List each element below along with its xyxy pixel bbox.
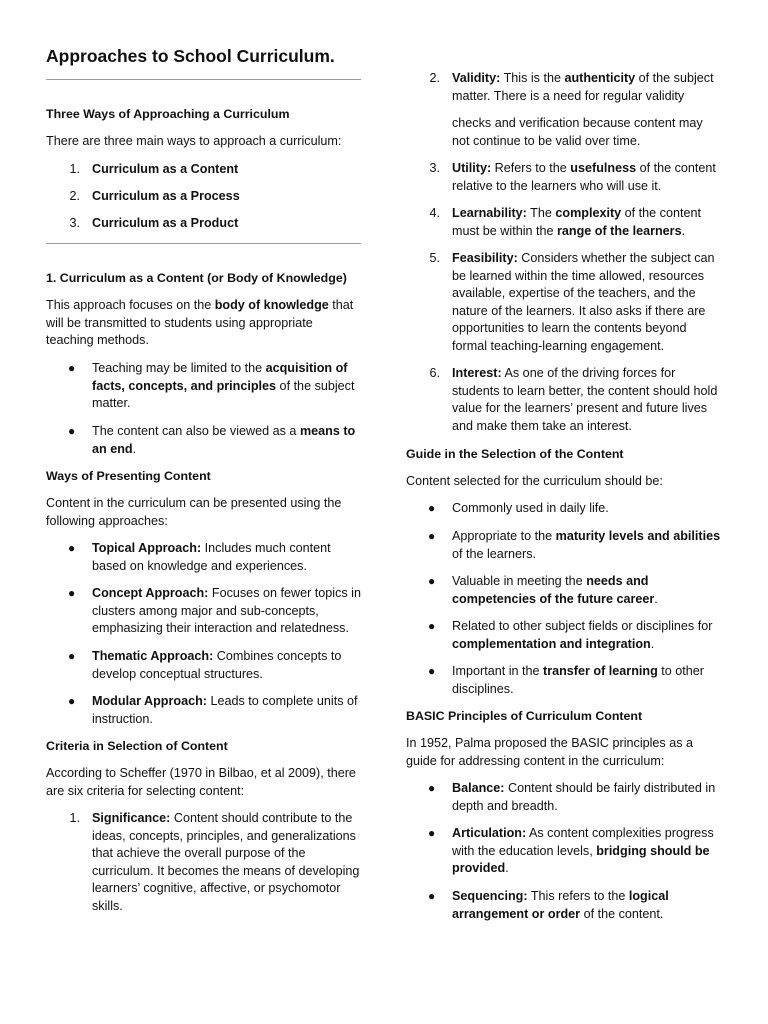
basic-intro: In 1952, Palma proposed the BASIC principles as a guide for addressing content in the curriculum: xyxy=(406,736,694,768)
ways-intro: There are three main ways to approach a curriculum: xyxy=(46,134,342,148)
basic-heading: BASIC Principles of Curriculum Content xyxy=(406,709,643,723)
guide-heading: Guide in the Selection of the Content xyxy=(406,447,624,461)
presenting-heading: Ways of Presenting Content xyxy=(46,469,211,483)
bullet-icon: ● xyxy=(68,586,76,600)
list-marker: 6. xyxy=(429,366,440,380)
guide-intro: Content selected for the curriculum should be: xyxy=(406,474,663,488)
criteria-heading: Criteria in Selection of Content xyxy=(46,739,228,753)
bullet-icon: ● xyxy=(428,574,436,588)
list-marker: 3. xyxy=(429,161,440,175)
list-marker: 2. xyxy=(69,189,80,203)
presenting-intro: Content in the curriculum can be presented using the following approaches: xyxy=(46,496,342,528)
bullet-icon: ● xyxy=(428,889,436,903)
bullet-icon: ● xyxy=(428,826,436,840)
bullet-icon: ● xyxy=(68,694,76,708)
list-marker: 2. xyxy=(429,71,440,85)
bullet-icon: ● xyxy=(428,619,436,633)
content-intro: This approach focuses on the body of knowledge that will be transmitted to students using appropriate teaching methods. xyxy=(46,298,354,348)
bullet-icon: ● xyxy=(428,529,436,543)
list-item-text: Curriculum as a Content xyxy=(92,162,239,176)
content-heading: 1. Curriculum as a Content (or Body of Knowledge) xyxy=(46,271,347,285)
list-marker: 1. xyxy=(69,811,80,825)
list-marker: 4. xyxy=(429,206,440,220)
bullet-icon: ● xyxy=(68,649,76,663)
title-divider xyxy=(46,79,361,80)
bullet-icon: ● xyxy=(68,541,76,555)
list-item-text: Curriculum as a Product xyxy=(92,216,239,230)
bullet-icon: ● xyxy=(428,781,436,795)
bullet-icon: ● xyxy=(68,361,76,375)
ways-heading: Three Ways of Approaching a Curriculum xyxy=(46,107,290,121)
document-title: Approaches to School Curriculum. xyxy=(46,46,335,66)
section-divider xyxy=(46,243,361,244)
bullet-icon: ● xyxy=(68,424,76,438)
bullet-icon: ● xyxy=(428,501,436,515)
list-marker: 1. xyxy=(69,162,80,176)
list-marker: 5. xyxy=(429,251,440,265)
criteria-intro: According to Scheffer (1970 in Bilbao, et al 2009), there are six criteria for selecting content: xyxy=(46,766,356,798)
bullet-icon: ● xyxy=(428,664,436,678)
list-marker: 3. xyxy=(69,216,80,230)
list-item-text: Curriculum as a Process xyxy=(92,189,240,203)
